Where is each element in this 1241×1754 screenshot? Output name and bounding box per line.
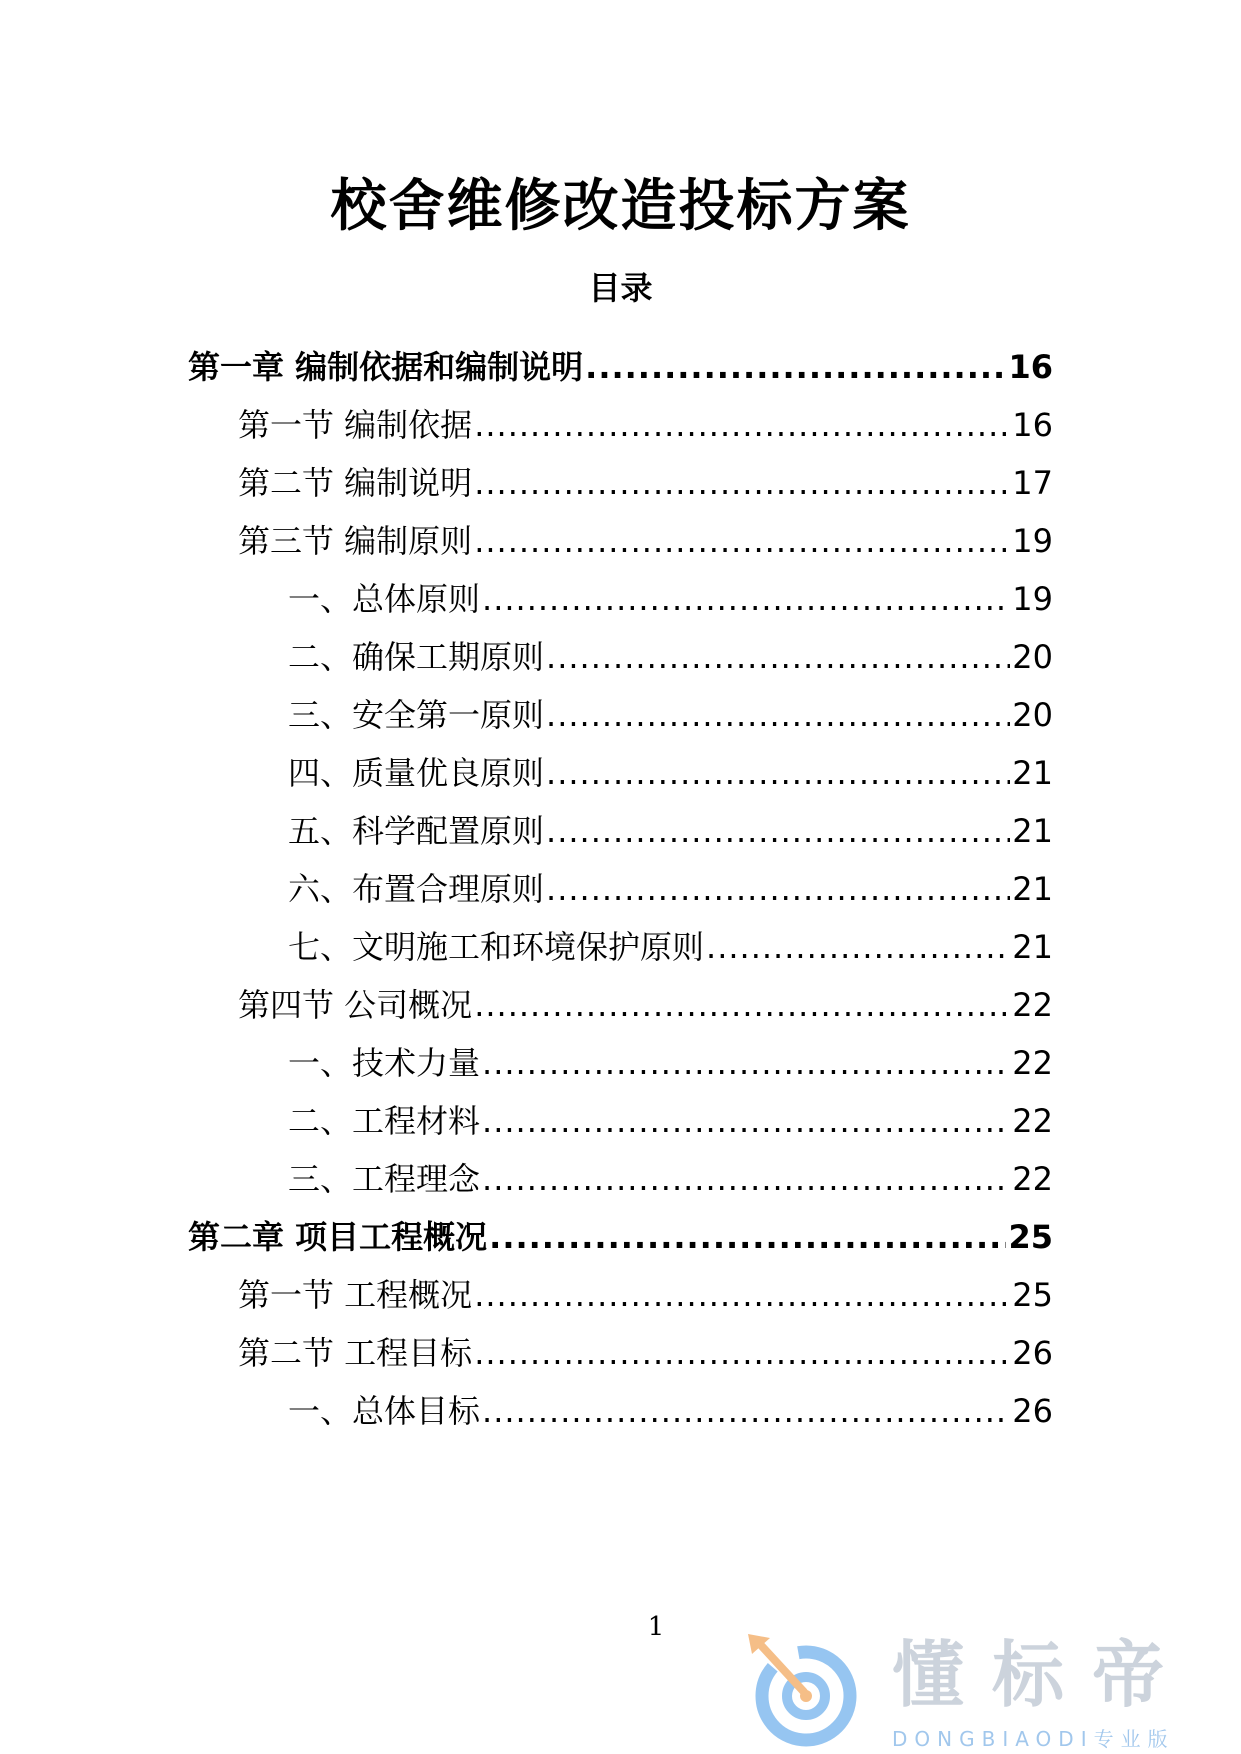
document-title: 校舍维修改造投标方案 bbox=[330, 174, 911, 239]
toc-entry-title: 一、技术力量 bbox=[288, 1044, 481, 1082]
toc-page-number: 20 bbox=[1012, 638, 1053, 676]
toc-entry[interactable] bbox=[288, 556, 1053, 621]
page-number: 1 bbox=[647, 1612, 665, 1642]
toc-page-number: 21 bbox=[1012, 754, 1053, 792]
toc-entry[interactable] bbox=[288, 1078, 1053, 1143]
toc-page-number: 16 bbox=[1008, 348, 1053, 386]
toc-page-number: 22 bbox=[1012, 986, 1053, 1024]
toc-page-number: 22 bbox=[1012, 1102, 1053, 1140]
toc-entry-title: 五、科学配置原则 bbox=[288, 812, 545, 850]
toc-entry[interactable] bbox=[238, 962, 1053, 1027]
toc-entry-title: 一、总体原则 bbox=[288, 580, 481, 618]
toc-heading: 目录 bbox=[588, 269, 653, 307]
toc-entry-title: 第四节 公司概况 bbox=[238, 986, 473, 1024]
toc-entry-title: 第二章 项目工程概况 bbox=[188, 1218, 488, 1256]
toc-entry-title: 第一章 编制依据和编制说明 bbox=[188, 348, 584, 386]
toc-page-number: 25 bbox=[1012, 1276, 1053, 1314]
toc-entry-title: 一、总体目标 bbox=[288, 1392, 481, 1430]
toc-dot-leader bbox=[480, 1389, 1010, 1433]
toc-entry[interactable] bbox=[288, 788, 1053, 853]
watermark-subtitle: DONGBIAODI专业版 bbox=[892, 1727, 1175, 1751]
toc-page-number: 19 bbox=[1012, 580, 1053, 618]
toc-page-number: 22 bbox=[1012, 1044, 1053, 1082]
toc-page-number: 19 bbox=[1012, 522, 1053, 560]
toc-entry-title: 七、文明施工和环境保护原则 bbox=[288, 928, 705, 966]
toc-page-number: 22 bbox=[1012, 1160, 1053, 1198]
toc-page-number: 25 bbox=[1008, 1218, 1053, 1256]
toc-entry[interactable] bbox=[238, 1310, 1053, 1375]
toc-entry-title: 二、工程材料 bbox=[288, 1102, 481, 1140]
toc-entry-title: 第一节 编制依据 bbox=[238, 406, 473, 444]
toc-page-number: 16 bbox=[1012, 406, 1053, 444]
toc-page-number: 26 bbox=[1012, 1392, 1053, 1430]
toc-entry-title: 四、质量优良原则 bbox=[288, 754, 545, 792]
target-arrow-icon bbox=[744, 1632, 864, 1752]
toc-entry-title: 第二节 工程目标 bbox=[238, 1334, 473, 1372]
toc-entry[interactable] bbox=[288, 730, 1053, 795]
toc-entry[interactable] bbox=[188, 324, 1053, 389]
toc-entry[interactable] bbox=[288, 1020, 1053, 1085]
toc-entry[interactable] bbox=[188, 1194, 1053, 1259]
toc-entry[interactable] bbox=[288, 1136, 1053, 1201]
toc-entry-title: 六、布置合理原则 bbox=[288, 870, 545, 908]
toc-entry-title: 第二节 编制说明 bbox=[238, 464, 473, 502]
toc-entry[interactable] bbox=[288, 846, 1053, 911]
watermark-brand: 懂标帝 bbox=[892, 1633, 1193, 1717]
toc-page-number: 26 bbox=[1012, 1334, 1053, 1372]
toc-entry[interactable] bbox=[238, 440, 1053, 505]
watermark bbox=[740, 1630, 1241, 1754]
toc-page-number: 21 bbox=[1012, 812, 1053, 850]
toc-entry[interactable] bbox=[238, 1252, 1053, 1317]
toc-entry[interactable] bbox=[288, 904, 1053, 969]
toc-entry[interactable] bbox=[238, 498, 1053, 563]
toc-entry[interactable] bbox=[288, 614, 1053, 679]
toc-page-number: 21 bbox=[1012, 870, 1053, 908]
toc-entry-title: 第三节 编制原则 bbox=[238, 522, 473, 560]
toc-page-number: 20 bbox=[1012, 696, 1053, 734]
toc-page-number: 21 bbox=[1012, 928, 1053, 966]
toc-entry[interactable] bbox=[238, 382, 1053, 447]
toc-page-number: 17 bbox=[1012, 464, 1053, 502]
toc-entry-title: 二、确保工期原则 bbox=[288, 638, 545, 676]
toc-entry-title: 第一节 工程概况 bbox=[238, 1276, 473, 1314]
table-of-contents bbox=[0, 324, 1241, 1430]
toc-entry-title: 三、安全第一原则 bbox=[288, 696, 545, 734]
toc-entry[interactable] bbox=[288, 672, 1053, 737]
toc-entry-title: 三、工程理念 bbox=[288, 1160, 481, 1198]
toc-entry[interactable] bbox=[288, 1368, 1053, 1433]
